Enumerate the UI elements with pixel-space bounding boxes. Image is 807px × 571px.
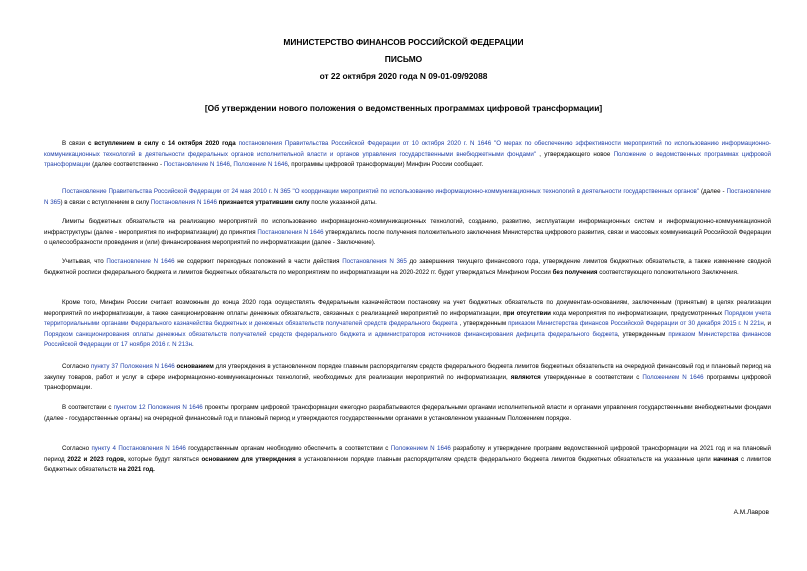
document-link[interactable]: пункту 37 Положения N 1646 [90,363,175,370]
paragraph-3 [44,217,771,249]
bold-text: при отсутствии [503,309,551,317]
text-run: , утверждающего новое [536,150,614,158]
document-link[interactable]: Постановления N 365 [342,258,407,265]
text-run: разработку и утверждение программ ведомственной цифровой трансформации на 2021 год и на плановый период [44,445,771,463]
document-date-number: от 22 октября 2020 года N 09-01-09/92088 [319,71,488,81]
text-run: государственным органам необходимо обеспечить в соответствии с [185,445,391,452]
text-run: , утвержденным [457,320,509,327]
paragraph-2 [44,187,771,208]
bold-text: на 2021 год. [118,466,155,473]
text-run: для утверждения в установленном порядке главным распорядителям средств федерального бюджета лимитов бюджетных обязательств на очередной финансовый год и плановый период на закупку товаров, работ и услуг в сфере информационно-коммуникационных технологий, необходимых для реализации мероприятий по информатизации, [44,363,771,381]
document-link[interactable]: Положением N 1646 [642,373,704,381]
paragraph-5 [44,298,771,351]
bold-text: признается утратившим силу [218,198,310,206]
text-run: Согласно [62,363,91,370]
text-run: . [192,341,194,348]
document-subject: [Об утверждении нового положения о ведомственных программах цифровой трансформации] [204,103,603,113]
text-run: программы цифровой трансформации. [44,373,772,391]
document-link[interactable]: Постановление Правительства Российской Федерации от 24 мая 2010 г. N 365 "О координации мероприятий по использованию информационно-коммуникационных технологий в деятельности государственных органов" [62,188,700,195]
text-run: с лимитов бюджетных обязательств [44,455,771,473]
text-run: проекты программ цифровой трансформации ежегодно разрабатываются федеральными органами исполнительной власти и органами управления государственными внебюджетными фондами (далее - государственные органы) на очередной финансовый год и плановый период и утверждаются государственными органами в установленном указанным Положением порядке. [44,404,771,422]
bold-text: основанием [176,363,214,370]
paragraph-7 [44,403,771,424]
ministry-heading: МИНИСТЕРСТВО ФИНАНСОВ РОССИЙСКОЙ ФЕДЕРАЦИИ [283,37,524,47]
text-run: после указанной даты. [309,198,377,206]
text-run: до завершения текущего финансового года, утверждение лимитов бюджетных обязательств, а также изменение сводной бюджетной росписи федерального бюджета и лимитов бюджетных обязательств по мероприятиям по информатизации на 2020-2022 гг. будет утверждаться Минфином России [44,258,772,276]
paragraph-1 [44,139,771,171]
text-run: , утвержденным [617,330,669,338]
text-run: Лимиты бюджетных обязательств на реализацию мероприятий по использованию информационно-коммуникационных технологий, созданию, развитию, эксплуатации информационных систем и информационно-коммуникационной инфраструктуры (далее - мероприятия по информатизации) до принятия [44,218,771,236]
document-link[interactable]: пунктом 12 Положения N 1646 [113,404,203,411]
text-run: , и [763,320,771,327]
text-run: Согласно [62,445,92,452]
document-link[interactable]: пункту 4 Постановления N 1646 [91,445,186,452]
text-run: утвержденные в соответствии с [540,373,643,381]
text-run: (далее соответственно - [90,161,164,168]
document-link[interactable]: Положение о ведомственных программах цифровой трансформации [44,150,771,168]
document-link[interactable]: Постановление N 1646 [163,161,230,168]
text-run: Кроме того, Минфин России считает возможным до конца 2020 года осуществлять Федеральным казначейством постановку на учет бюджетных обязательств по документам-основаниям, заключенным (принятым) в целях реализации мероприятий по информатизации, а также санкционирование оплаты денежных обязательств, связанных с реализацией мероприятий по информатизации, [44,299,771,317]
signature: А.М.Лавров [733,509,769,516]
text-run: кода мероприятия по информатизации, предусмотренных [550,309,725,317]
document-link[interactable]: Постановления N 1646 [257,228,324,236]
document-link[interactable]: Порядком санкционирования оплаты денежных обязательств получателей средств федерального бюджета и администраторов источников финансирования дефицита федерального бюджета [44,330,618,338]
document-link[interactable]: приказом Министерства финансов Российской Федерации от 30 декабря 2015 г. N 221н [508,320,764,327]
text-run: ) в связи с вступлением в силу [60,198,151,206]
text-run: В связи [62,140,88,147]
bold-text: с вступлением в силу с 14 октября 2020 года [87,140,236,147]
paragraph-6 [44,362,771,394]
text-run: которые будут являться [125,455,202,463]
bold-text: основанием для утверждения [201,455,296,463]
text-run: соответствующего положительного Заключения. [597,268,739,276]
bold-text: начиная [713,455,739,463]
document-link[interactable]: приказом Министерства финансов Российской Федерации от 17 ноября 2016 г. N 213н [44,330,772,348]
bold-text: 2022 и 2023 годов, [67,455,126,463]
document-link[interactable]: Постановление N 1646 [106,258,175,265]
bold-text: являются [510,373,541,381]
bold-text: без получения [552,268,598,276]
text-run: , [229,161,234,168]
document-link[interactable]: постановления Правительства Российской Федерации от 10 октября 2020 г. N 1646 "О мерах по обеспечению эффективности мероприятий по использованию информационно-коммуникационных технологий в деятельности федеральных органов исполнительной власти и органов управления государственными внебюджетными фондами" [44,140,771,158]
text-run: , программы цифровой трансформации) Минфин России сообщает. [287,161,484,168]
document-link[interactable]: Постановления N 1646 [150,198,217,206]
text-run: не содержит переходных положений в части действия [174,258,343,265]
text-run: Учитывая, что [62,258,107,265]
document-link[interactable]: Положением N 1646 [390,445,451,452]
document-type: ПИСЬМО [384,54,423,64]
paragraph-8 [44,444,771,476]
document-link[interactable]: Положение N 1646 [233,161,288,168]
text-run: В соответствии с [62,404,114,411]
text-run: в установленном порядке главным распорядителям средств федерального бюджета лимитов бюджетных обязательств на указанные цели [295,455,714,463]
document-link[interactable]: Порядком учета территориальными органами Федерального казначейства бюджетных и денежных обязательств получателей средств федерального бюджета [44,309,771,327]
text-run: утверждались после получения положительного заключения Министерства цифрового развития, связи и массовых коммуникаций Российской Федерации о целесообразности проведения и (или) финансирования мероприятий по информатизации (далее - Заключение). [44,228,772,246]
document-link[interactable]: Постановление N 365 [44,188,771,206]
paragraph-4 [44,257,771,278]
text-run: (далее - [699,188,727,195]
